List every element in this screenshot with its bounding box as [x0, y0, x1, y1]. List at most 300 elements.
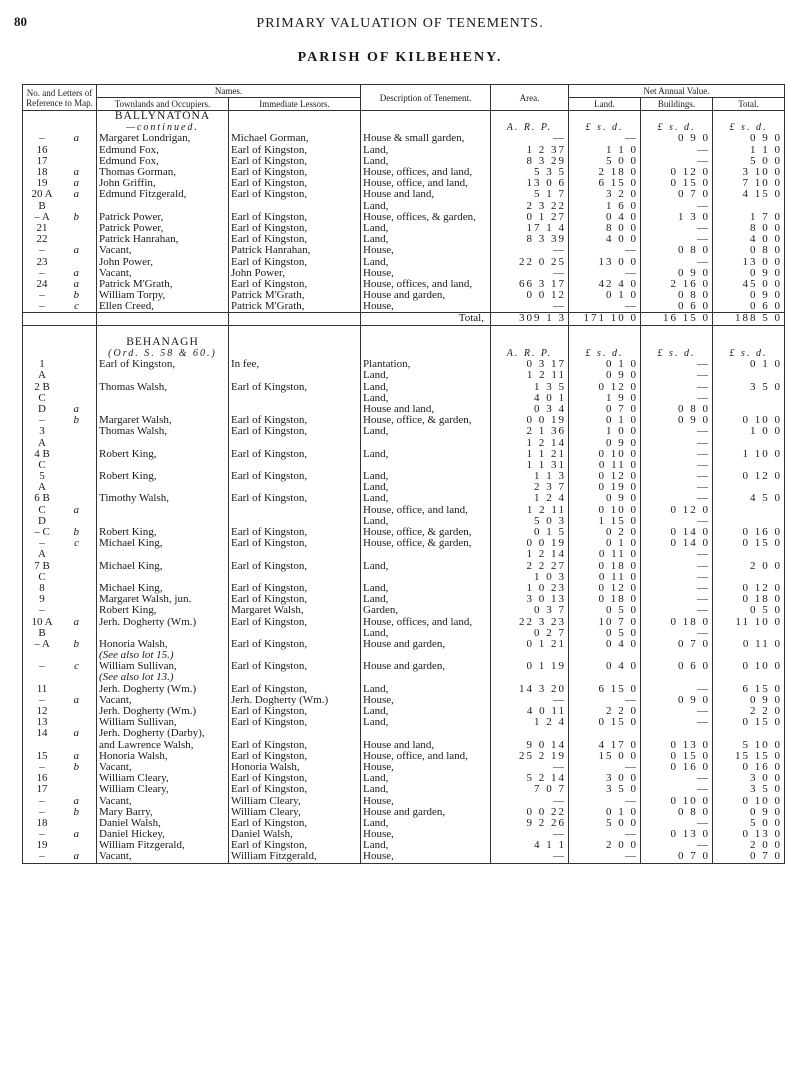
buildings-value-cell: —: [641, 572, 713, 583]
description-cell: House, offices, and land,: [361, 279, 491, 290]
lot-letter: a: [73, 728, 79, 740]
description-cell: House and garden,: [361, 290, 491, 301]
lessor-cell: [229, 482, 361, 493]
table-row: [23, 672, 785, 683]
description-cell: House, office, and land,: [361, 505, 491, 516]
table-row: [23, 527, 785, 538]
occupier-cell: Honoria Walsh,: [97, 639, 229, 650]
townland-name: BEHANAGH: [97, 337, 229, 348]
description-cell: Garden,: [361, 605, 491, 616]
lessor-cell: Earl of Kingston,: [229, 279, 361, 290]
description-cell: Land,: [361, 773, 491, 784]
table-row: [23, 594, 785, 605]
ref-cell: [23, 268, 97, 279]
ref-cell: [23, 583, 97, 594]
land-value-cell: 0 12 0: [569, 583, 641, 594]
table-row: [23, 301, 785, 313]
land-value-cell: [569, 650, 641, 661]
buildings-value-cell: [641, 650, 713, 661]
total-value-cell: 2 2 0: [713, 706, 785, 717]
total-value-cell: 15 15 0: [713, 751, 785, 762]
land-value-cell: 0 1 0: [569, 807, 641, 818]
ref-cell: [23, 493, 97, 504]
ref-cell: [23, 840, 97, 851]
buildings-value-cell: —: [641, 223, 713, 234]
ref-cell: [23, 807, 97, 818]
lessor-cell: Jerh. Dogherty (Wm.): [229, 695, 361, 706]
occupier-cell: Michael King,: [97, 561, 229, 572]
occupier-cell: Margaret Walsh,: [97, 415, 229, 426]
buildings-value-cell: 0 15 0: [641, 178, 713, 189]
lessor-cell: Earl of Kingston,: [229, 684, 361, 695]
lot-letter: c: [74, 538, 79, 550]
table-row: [23, 359, 785, 370]
land-value-cell: 3 5 0: [569, 784, 641, 795]
lessor-cell: Earl of Kingston,: [229, 382, 361, 393]
table-row: [23, 189, 785, 200]
lot-number: A: [38, 549, 46, 561]
page-number: 80: [14, 14, 27, 29]
area-cell: —: [491, 762, 569, 773]
table-row: [23, 773, 785, 784]
area-cell: 0 3 17: [491, 359, 569, 370]
table-row: [23, 661, 785, 672]
description-cell: Land,: [361, 156, 491, 167]
table-row: [23, 493, 785, 504]
table-row: [23, 795, 785, 806]
land-value-cell: 0 18 0: [569, 561, 641, 572]
land-value-cell: 0 2 0: [569, 527, 641, 538]
occupier-cell: Robert King,: [97, 527, 229, 538]
table-row: [23, 728, 785, 739]
ref-cell: [23, 201, 97, 212]
total-value-cell: 0 11 0: [713, 639, 785, 650]
buildings-value-cell: —: [641, 156, 713, 167]
description-cell: House and land,: [361, 189, 491, 200]
buildings-value-cell: 0 13 0: [641, 740, 713, 751]
table-row: [23, 650, 785, 661]
occupier-cell: [97, 516, 229, 527]
occupier-cell: Jerh. Dogherty (Wm.): [97, 684, 229, 695]
area-cell: 1 0 3: [491, 572, 569, 583]
lot-letter: a: [73, 694, 79, 706]
description-cell: Land,: [361, 583, 491, 594]
land-value-cell: 5 0 0: [569, 156, 641, 167]
ref-cell: [23, 156, 97, 167]
ref-cell: [23, 404, 97, 415]
lessor-cell: Earl of Kingston,: [229, 256, 361, 267]
lessor-cell: Earl of Kingston,: [229, 167, 361, 178]
description-cell: Land,: [361, 684, 491, 695]
description-cell: Land,: [361, 370, 491, 381]
buildings-value-cell: 0 12 0: [641, 167, 713, 178]
lot-number: 16: [36, 773, 48, 785]
description-cell: House and garden,: [361, 639, 491, 650]
land-value-cell: 0 10 0: [569, 449, 641, 460]
lot-number: A: [38, 370, 46, 382]
total-value-cell: 5 0 0: [713, 818, 785, 829]
lot-number: –: [39, 806, 45, 818]
buildings-value-cell: —: [641, 583, 713, 594]
occupier-cell: [97, 572, 229, 583]
buildings-value-cell: —: [641, 818, 713, 829]
occupier-cell: William Sullivan,: [97, 661, 229, 672]
land-value-cell: 2 18 0: [569, 167, 641, 178]
total-value-cell: [713, 650, 785, 661]
lot-number: 24: [36, 278, 48, 290]
ref-cell: [23, 605, 97, 616]
area-cell: 0 1 19: [491, 661, 569, 672]
lessor-cell: Daniel Walsh,: [229, 829, 361, 840]
blank-cell: [229, 122, 361, 133]
ref-cell: [23, 628, 97, 639]
buildings-value-cell: —: [641, 256, 713, 267]
lot-number: 17: [36, 155, 48, 167]
header-townlands: Townlands and Occupiers.: [97, 98, 229, 111]
area-cell: 0 0 22: [491, 807, 569, 818]
townland-subtitle: (Ord. S. 58 & 60.): [97, 348, 229, 359]
blank-cell: [229, 325, 361, 337]
blank-cell: [23, 313, 97, 325]
table-row: [23, 133, 785, 144]
ref-cell: [23, 795, 97, 806]
lessor-cell: [229, 437, 361, 448]
total-value-cell: 3 10 0: [713, 167, 785, 178]
buildings-value-cell: —: [641, 628, 713, 639]
area-units: A. R. P.: [491, 348, 569, 359]
table-header: [23, 85, 785, 111]
lot-letter: b: [73, 761, 79, 773]
blank-cell: [641, 325, 713, 337]
total-value-cell: 5 10 0: [713, 740, 785, 751]
lot-number: D: [38, 403, 46, 415]
area-cell: [491, 650, 569, 661]
blank-cell: [361, 348, 491, 359]
occupier-cell: Vacant,: [97, 795, 229, 806]
lot-number: C: [38, 392, 46, 404]
lessor-cell: Earl of Kingston,: [229, 527, 361, 538]
total-value-cell: 0 9 0: [713, 695, 785, 706]
total-buildings: 16 15 0: [641, 313, 713, 325]
blank-cell: [229, 337, 361, 348]
blank-cell: [569, 111, 641, 123]
description-cell: Land,: [361, 594, 491, 605]
table-row: [23, 840, 785, 851]
table-row: [23, 404, 785, 415]
buildings-value-cell: —: [641, 370, 713, 381]
lessor-cell: Patrick M'Grath,: [229, 290, 361, 301]
blank-cell: [361, 111, 491, 123]
land-value-cell: 0 4 0: [569, 212, 641, 223]
valuation-table: [22, 84, 785, 864]
lessor-cell: Earl of Kingston,: [229, 773, 361, 784]
ref-cell: [23, 460, 97, 471]
area-cell: 5 1 7: [491, 189, 569, 200]
area-cell: —: [491, 695, 569, 706]
table-row: [23, 740, 785, 751]
blank-cell: [641, 111, 713, 123]
header-area: Area.: [491, 85, 569, 111]
header-land: Land.: [569, 98, 641, 111]
lot-letter: a: [73, 750, 79, 762]
occupier-cell: Ellen Creed,: [97, 301, 229, 313]
lot-number: C: [38, 571, 46, 583]
buildings-value-cell: 0 14 0: [641, 527, 713, 538]
total-value-cell: 5 0 0: [713, 156, 785, 167]
blank-cell: [641, 337, 713, 348]
table-row: [23, 201, 785, 212]
land-value-cell: 42 4 0: [569, 279, 641, 290]
description-cell: Land,: [361, 482, 491, 493]
total-value-cell: 8 0 0: [713, 223, 785, 234]
area-cell: [491, 672, 569, 683]
total-units: £ s. d.: [713, 122, 785, 133]
table-row: [23, 639, 785, 650]
occupier-cell: Vacant,: [97, 851, 229, 863]
total-label: Total,: [361, 313, 491, 325]
lessor-cell: [229, 370, 361, 381]
lessor-cell: Earl of Kingston,: [229, 178, 361, 189]
land-value-cell: —: [569, 268, 641, 279]
ref-cell: [23, 784, 97, 795]
area-cell: 1 1 21: [491, 449, 569, 460]
lessor-cell: Earl of Kingston,: [229, 415, 361, 426]
occupier-cell: [97, 437, 229, 448]
ref-cell: [23, 212, 97, 223]
ref-cell: [23, 301, 97, 313]
table-row: [23, 572, 785, 583]
area-cell: 1 2 4: [491, 717, 569, 728]
description-cell: House,: [361, 245, 491, 256]
lot-number: –: [39, 829, 45, 841]
total-value-cell: [713, 370, 785, 381]
lessor-cell: [229, 505, 361, 516]
total-value-cell: [713, 201, 785, 212]
buildings-value-cell: —: [641, 840, 713, 851]
ref-cell: [23, 717, 97, 728]
description-cell: [361, 650, 491, 661]
area-cell: 0 0 12: [491, 290, 569, 301]
lot-letter: a: [73, 851, 79, 863]
table-row: [23, 784, 785, 795]
lessor-cell: Earl of Kingston,: [229, 493, 361, 504]
buildings-value-cell: —: [641, 784, 713, 795]
buildings-value-cell: 0 14 0: [641, 538, 713, 549]
table-row: [23, 818, 785, 829]
total-value-cell: [713, 549, 785, 560]
occupier-cell: Patrick M'Grath,: [97, 279, 229, 290]
buildings-value-cell: —: [641, 717, 713, 728]
lot-letter: b: [73, 211, 79, 223]
lessor-cell: Earl of Kingston,: [229, 145, 361, 156]
lessor-cell: William Cleary,: [229, 795, 361, 806]
table-row: [23, 538, 785, 549]
occupier-cell: Margaret Londrigan,: [97, 133, 229, 144]
occupier-cell: [97, 393, 229, 404]
lot-number: – A: [34, 211, 50, 223]
description-cell: House & small garden,: [361, 133, 491, 144]
buildings-value-cell: —: [641, 684, 713, 695]
area-cell: 0 1 27: [491, 212, 569, 223]
description-cell: House and land,: [361, 740, 491, 751]
occupier-cell: and Lawrence Walsh,: [97, 740, 229, 751]
land-value-cell: 0 5 0: [569, 628, 641, 639]
blank-cell: [229, 348, 361, 359]
lessor-cell: Earl of Kingston,: [229, 212, 361, 223]
area-cell: 1 2 37: [491, 145, 569, 156]
area-cell: 66 3 17: [491, 279, 569, 290]
lot-number: –: [39, 133, 45, 145]
total-value-cell: [713, 628, 785, 639]
lot-number: 9: [39, 594, 45, 606]
lessor-cell: [229, 516, 361, 527]
ref-cell: [23, 684, 97, 695]
area-cell: 14 3 20: [491, 684, 569, 695]
table-row: [23, 516, 785, 527]
lot-letter: b: [73, 806, 79, 818]
lot-number: 13: [36, 717, 48, 729]
buildings-value-cell: 0 12 0: [641, 505, 713, 516]
lot-number: A: [38, 482, 46, 494]
occupier-cell: Michael King,: [97, 583, 229, 594]
buildings-value-cell: —: [641, 449, 713, 460]
description-cell: House, office, and land,: [361, 178, 491, 189]
buildings-value-cell: 0 7 0: [641, 639, 713, 650]
blank-cell: [361, 325, 491, 337]
lot-letter: a: [73, 504, 79, 516]
area-cell: 0 3 4: [491, 404, 569, 415]
description-cell: House,: [361, 851, 491, 863]
area-cell: 1 0 23: [491, 583, 569, 594]
total-value-cell: 4 15 0: [713, 189, 785, 200]
buildings-value-cell: —: [641, 561, 713, 572]
occupier-cell: Robert King,: [97, 449, 229, 460]
occupier-cell: Vacant,: [97, 245, 229, 256]
buildings-value-cell: —: [641, 145, 713, 156]
lessor-cell: Earl of Kingston,: [229, 784, 361, 795]
ref-cell: [23, 178, 97, 189]
lot-number: 3: [39, 426, 45, 438]
occupier-cell: [97, 482, 229, 493]
land-value-cell: 1 6 0: [569, 201, 641, 212]
table-row: [23, 223, 785, 234]
ref-cell: [23, 661, 97, 672]
land-value-cell: 0 1 0: [569, 538, 641, 549]
ref-cell: [23, 706, 97, 717]
lessor-cell: Earl of Kingston,: [229, 156, 361, 167]
occupier-cell: John Power,: [97, 256, 229, 267]
ref-cell: [23, 426, 97, 437]
land-value-cell: 0 9 0: [569, 437, 641, 448]
lot-letter: b: [73, 290, 79, 302]
lessor-cell: John Power,: [229, 268, 361, 279]
table-row: [23, 628, 785, 639]
ref-cell: [23, 762, 97, 773]
total-value-cell: 4 0 0: [713, 234, 785, 245]
occupier-cell: Edmund Fox,: [97, 156, 229, 167]
area-cell: 9 2 26: [491, 818, 569, 829]
buildings-value-cell: 2 16 0: [641, 279, 713, 290]
buildings-value-cell: 0 6 0: [641, 301, 713, 313]
buildings-value-cell: [641, 672, 713, 683]
parish-title: PARISH OF KILBEHENY.: [297, 50, 503, 65]
occupier-cell: [97, 370, 229, 381]
area-cell: 2 3 22: [491, 201, 569, 212]
area-cell: [491, 728, 569, 739]
description-cell: Land,: [361, 717, 491, 728]
lot-number: –: [39, 694, 45, 706]
occupier-cell: [97, 460, 229, 471]
table-row: [23, 156, 785, 167]
header-names: Names.: [97, 85, 361, 98]
ref-cell: [23, 382, 97, 393]
description-cell: [361, 437, 491, 448]
area-cell: 4 0 1: [491, 393, 569, 404]
ref-cell: [23, 482, 97, 493]
area-cell: —: [491, 829, 569, 840]
blank-cell: [569, 337, 641, 348]
table-row: [23, 449, 785, 460]
header-total: Total.: [713, 98, 785, 111]
area-cell: 9 0 14: [491, 740, 569, 751]
total-value-cell: [713, 393, 785, 404]
area-cell: —: [491, 795, 569, 806]
land-value-cell: 2 0 0: [569, 840, 641, 851]
area-cell: 1 2 14: [491, 437, 569, 448]
description-cell: Land,: [361, 426, 491, 437]
total-value-cell: 4 5 0: [713, 493, 785, 504]
land-value-cell: 0 9 0: [569, 493, 641, 504]
lessor-cell: Earl of Kingston,: [229, 561, 361, 572]
townland-row: [23, 111, 785, 123]
total-value-cell: 45 0 0: [713, 279, 785, 290]
land-value-cell: 0 5 0: [569, 605, 641, 616]
description-cell: House,: [361, 829, 491, 840]
ref-cell: [23, 245, 97, 256]
lessor-cell: Earl of Kingston,: [229, 471, 361, 482]
buildings-value-cell: —: [641, 493, 713, 504]
total-value-cell: 0 10 0: [713, 795, 785, 806]
lessor-cell: Patrick M'Grath,: [229, 301, 361, 313]
total-value-cell: 1 7 0: [713, 212, 785, 223]
lot-number: 20 A: [31, 189, 53, 201]
land-value-cell: 2 2 0: [569, 706, 641, 717]
occupier-cell: Vacant,: [97, 695, 229, 706]
lot-number: 21: [36, 222, 48, 234]
description-cell: Land,: [361, 561, 491, 572]
lot-number: 22: [36, 234, 48, 246]
lot-number: 5: [39, 471, 45, 483]
buildings-value-cell: 0 9 0: [641, 695, 713, 706]
area-cell: 0 0 19: [491, 415, 569, 426]
description-cell: Land,: [361, 223, 491, 234]
total-value-cell: 2 0 0: [713, 840, 785, 851]
lot-letter: a: [73, 178, 79, 190]
buildings-value-cell: —: [641, 201, 713, 212]
table-row: [23, 268, 785, 279]
table-row: [23, 482, 785, 493]
total-value-cell: [713, 672, 785, 683]
buildings-value-cell: [641, 728, 713, 739]
lot-letter: a: [73, 166, 79, 179]
lot-number: – A: [34, 638, 50, 650]
lot-number: –: [39, 267, 45, 279]
ref-cell: [23, 290, 97, 301]
header-ref: No. and Letters of Reference to Map.: [23, 85, 97, 111]
description-cell: Land,: [361, 706, 491, 717]
table-row: [23, 851, 785, 863]
lessor-cell: Margaret Walsh,: [229, 605, 361, 616]
